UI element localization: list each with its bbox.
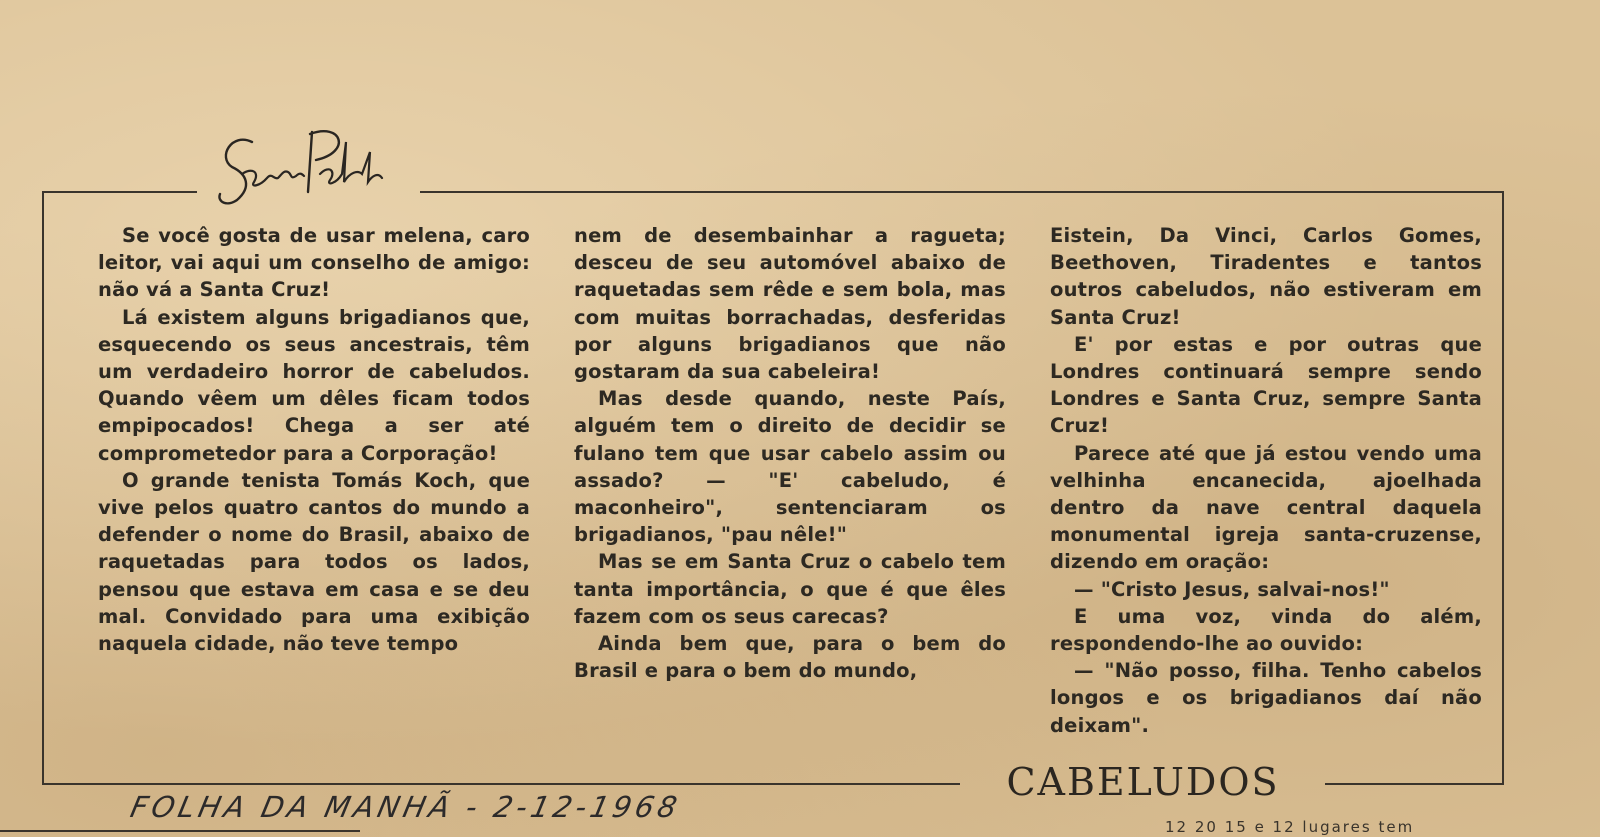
article-body bbox=[98, 222, 1482, 758]
paragraph: Eistein, Da Vinci, Carlos Gomes, Beethoven, Tiradentes e tantos outros cabeludos, não estiveram em Santa Cruz! bbox=[1050, 224, 1482, 329]
paragraph: Se você gosta de usar melena, caro leitor, vai aqui um conselho de amigo: não vá a Santa Cruz! bbox=[98, 224, 530, 302]
paragraph: Ainda bem que, para o bem do Brasil e para o bem do mundo, bbox=[574, 632, 1006, 683]
paragraph: Mas desde quando, neste País, alguém tem o direito de decidir se fulano tem que usar cabelo assim ou assado? — "E' cabeludo, é maconheiro", sentenciaram os brigadianos, "pau nêle!" bbox=[574, 387, 1006, 547]
article-headline: CABELUDOS bbox=[1006, 760, 1280, 804]
handwritten-source-note: FOLHA DA MANHÃ - 2-12-1968 bbox=[127, 790, 684, 824]
paragraph: — "Cristo Jesus, salvai-nos!" bbox=[1074, 577, 1390, 601]
paragraph: nem de desembainhar a ragueta; desceu de seu automóvel abaixo de raquetadas sem rêde e sem bola, mas com muitas borrachadas, desferidas por alguns brigadianos que não gostaram da sua cabeleira! bbox=[574, 224, 1006, 384]
frame-rule-top-right bbox=[420, 191, 1504, 193]
frame-rule-bottom-left bbox=[42, 783, 960, 785]
paragraph: Parece até que já estou vendo uma velhinha encanecida, ajoelhada dentro da nave central daquela monumental igreja santa-cruzense, dizendo em oração: bbox=[1050, 441, 1482, 574]
paragraph: Lá existem alguns brigadianos que, esquecendo os seus ancestrais, têm um verdadeiro horror de cabeludos. Quando vêem um dêles ficam todos empipocados! Chega a ser até comprometedor para a Corporação! bbox=[98, 305, 530, 465]
frame-rule-top-left bbox=[42, 191, 197, 193]
paragraph: Mas se em Santa Cruz o cabelo tem tanta importância, o que é que êles fazem com os seus carecas? bbox=[574, 550, 1006, 628]
frame-rule-bottom-right bbox=[1325, 783, 1504, 785]
paragraph: — "Não posso, filha. Tenho cabelos longos e os brigadianos daí não deixam". bbox=[1050, 659, 1482, 737]
article-column-2 bbox=[574, 222, 1006, 758]
paragraph: E uma voz, vinda do além, respondendo-lhe ao ouvido: bbox=[1050, 604, 1482, 656]
paragraph: E' por estas e por outras que Londres continuará sempre sendo Londres e Santa Cruz, sempre Santa Cruz! bbox=[1050, 332, 1482, 438]
under-rule bbox=[0, 830, 360, 832]
article-column-1 bbox=[98, 222, 530, 758]
article-column-3 bbox=[1050, 222, 1482, 758]
cut-off-text-stub: 12 20 15 e 12 lugares tem bbox=[1165, 818, 1415, 836]
paragraph: O grande tenista Tomás Koch, que vive pelos quatro cantos do mundo a defender o nome do Brasil, abaixo de raquetadas para todos os lados, pensou que estava em casa e se deu mal. Convidado para uma exibição naquela cidade, não teve tempo bbox=[98, 468, 530, 656]
